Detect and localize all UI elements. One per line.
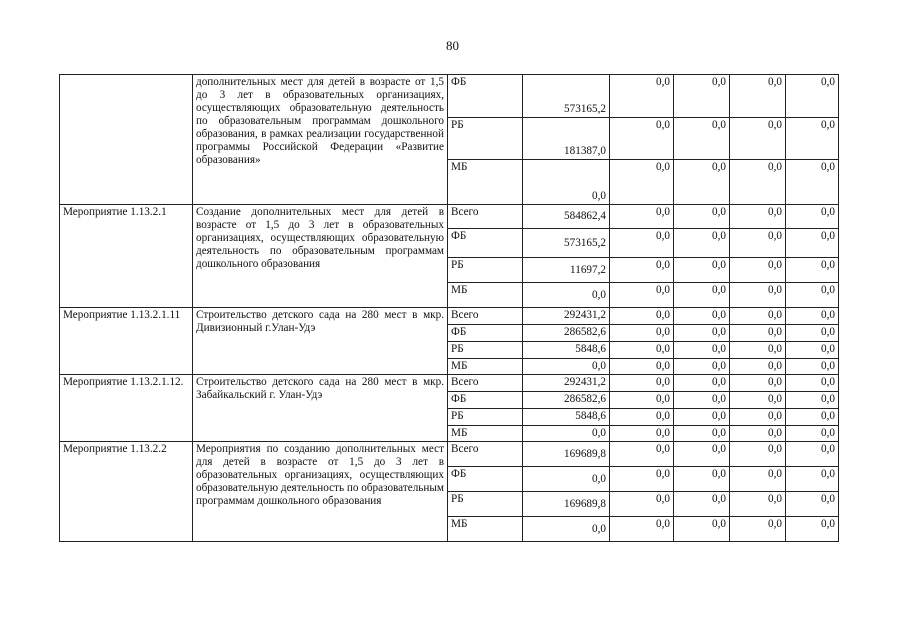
table-row (60, 75, 839, 118)
funding-source-cell: РБ (448, 492, 523, 517)
year-value-cell: 0,0 (674, 442, 730, 467)
year-value-cell: 0,0 (610, 205, 674, 229)
year-value-cell: 0,0 (730, 258, 786, 283)
event-description-cell: Строительство детского сада на 280 мест в мкр. Забайкальский г. Улан-Удэ (193, 375, 448, 442)
year-value-cell: 0,0 (730, 160, 786, 205)
year-value-cell: 0,0 (674, 492, 730, 517)
year-value-cell: 0,0 (786, 342, 839, 359)
amount-cell: 573165,2 (523, 229, 610, 258)
year-value-cell: 0,0 (786, 492, 839, 517)
year-value-cell: 0,0 (674, 258, 730, 283)
year-value-cell: 0,0 (674, 118, 730, 160)
amount-cell: 286582,6 (523, 325, 610, 342)
funding-source-cell: РБ (448, 258, 523, 283)
year-value-cell: 0,0 (674, 325, 730, 342)
year-value-cell: 0,0 (610, 517, 674, 542)
budget-table (59, 74, 839, 542)
year-value-cell: 0,0 (610, 118, 674, 160)
amount-cell: 292431,2 (523, 375, 610, 392)
year-value-cell: 0,0 (610, 283, 674, 308)
funding-source-cell: РБ (448, 342, 523, 359)
year-value-cell: 0,0 (786, 258, 839, 283)
year-value-cell: 0,0 (786, 517, 839, 542)
funding-source-cell: Всего (448, 205, 523, 229)
year-value-cell: 0,0 (610, 442, 674, 467)
amount-cell: 0,0 (523, 467, 610, 492)
year-value-cell: 0,0 (730, 442, 786, 467)
event-description-cell: Строительство детского сада на 280 мест в мкр. Дивизионный г.Улан-Удэ (193, 308, 448, 375)
year-value-cell: 0,0 (610, 342, 674, 359)
year-value-cell: 0,0 (786, 118, 839, 160)
year-value-cell: 0,0 (786, 467, 839, 492)
amount-cell: 181387,0 (523, 118, 610, 160)
year-value-cell: 0,0 (674, 342, 730, 359)
year-value-cell: 0,0 (730, 118, 786, 160)
year-value-cell: 0,0 (674, 160, 730, 205)
year-value-cell: 0,0 (674, 375, 730, 392)
year-value-cell: 0,0 (610, 426, 674, 442)
year-value-cell: 0,0 (610, 359, 674, 375)
year-value-cell: 0,0 (730, 467, 786, 492)
year-value-cell: 0,0 (786, 325, 839, 342)
event-code-cell: Мероприятие 1.13.2.1.12. (60, 375, 193, 442)
year-value-cell: 0,0 (674, 229, 730, 258)
funding-source-cell: МБ (448, 426, 523, 442)
funding-source-cell: МБ (448, 517, 523, 542)
funding-source-cell: ФБ (448, 229, 523, 258)
amount-cell: 5848,6 (523, 409, 610, 426)
year-value-cell: 0,0 (610, 229, 674, 258)
funding-source-cell: РБ (448, 118, 523, 160)
event-code-cell (60, 75, 193, 205)
event-description-cell: дополнительных мест для детей в возрасте от 1,5 до 3 лет в образовательных организациях, осуществляющих образовательную деятельность по образовательным программам дошкольного образования, в рамках реализации государственной программы Российской Федерации «Развитие образования» (193, 75, 448, 205)
year-value-cell: 0,0 (674, 205, 730, 229)
year-value-cell: 0,0 (786, 75, 839, 118)
year-value-cell: 0,0 (786, 160, 839, 205)
year-value-cell: 0,0 (674, 75, 730, 118)
year-value-cell: 0,0 (786, 375, 839, 392)
amount-cell: 169689,8 (523, 442, 610, 467)
year-value-cell: 0,0 (730, 283, 786, 308)
event-description-cell: Мероприятия по созданию дополнительных мест для детей в возрасте от 1,5 до 3 лет в образовательных организациях, осуществляющих образовательную деятельность по образовательным программам дошкольного образования (193, 442, 448, 542)
funding-source-cell: ФБ (448, 75, 523, 118)
year-value-cell: 0,0 (730, 342, 786, 359)
year-value-cell: 0,0 (730, 517, 786, 542)
funding-source-cell: ФБ (448, 325, 523, 342)
year-value-cell: 0,0 (786, 308, 839, 325)
amount-cell: 584862,4 (523, 205, 610, 229)
year-value-cell: 0,0 (610, 467, 674, 492)
funding-source-cell: Всего (448, 442, 523, 467)
year-value-cell: 0,0 (786, 205, 839, 229)
year-value-cell: 0,0 (610, 258, 674, 283)
amount-cell: 286582,6 (523, 392, 610, 409)
year-value-cell: 0,0 (610, 325, 674, 342)
year-value-cell: 0,0 (610, 392, 674, 409)
table-row (60, 308, 839, 325)
year-value-cell: 0,0 (730, 426, 786, 442)
year-value-cell: 0,0 (610, 75, 674, 118)
year-value-cell: 0,0 (730, 375, 786, 392)
year-value-cell: 0,0 (674, 392, 730, 409)
year-value-cell: 0,0 (730, 392, 786, 409)
amount-cell: 11697,2 (523, 258, 610, 283)
event-code-cell: Мероприятие 1.13.2.1.11 (60, 308, 193, 375)
amount-cell: 0,0 (523, 359, 610, 375)
year-value-cell: 0,0 (786, 229, 839, 258)
table-row (60, 205, 839, 229)
year-value-cell: 0,0 (730, 229, 786, 258)
amount-cell: 0,0 (523, 517, 610, 542)
year-value-cell: 0,0 (730, 205, 786, 229)
year-value-cell: 0,0 (674, 409, 730, 426)
year-value-cell: 0,0 (730, 492, 786, 517)
amount-cell: 0,0 (523, 160, 610, 205)
table-row (60, 375, 839, 392)
amount-cell: 0,0 (523, 283, 610, 308)
event-code-cell: Мероприятие 1.13.2.2 (60, 442, 193, 542)
year-value-cell: 0,0 (610, 492, 674, 517)
event-code-cell: Мероприятие 1.13.2.1 (60, 205, 193, 308)
year-value-cell: 0,0 (786, 283, 839, 308)
year-value-cell: 0,0 (730, 359, 786, 375)
year-value-cell: 0,0 (730, 325, 786, 342)
year-value-cell: 0,0 (786, 442, 839, 467)
year-value-cell: 0,0 (786, 426, 839, 442)
year-value-cell: 0,0 (610, 160, 674, 205)
amount-cell: 0,0 (523, 426, 610, 442)
year-value-cell: 0,0 (674, 359, 730, 375)
year-value-cell: 0,0 (610, 375, 674, 392)
funding-source-cell: Всего (448, 308, 523, 325)
funding-source-cell: ФБ (448, 467, 523, 492)
page-number: 80 (446, 38, 459, 53)
year-value-cell: 0,0 (730, 308, 786, 325)
funding-source-cell: ФБ (448, 392, 523, 409)
table-row (60, 442, 839, 467)
year-value-cell: 0,0 (674, 517, 730, 542)
year-value-cell: 0,0 (610, 308, 674, 325)
year-value-cell: 0,0 (610, 409, 674, 426)
funding-source-cell: Всего (448, 375, 523, 392)
year-value-cell: 0,0 (786, 359, 839, 375)
amount-cell: 169689,8 (523, 492, 610, 517)
year-value-cell: 0,0 (730, 75, 786, 118)
amount-cell: 292431,2 (523, 308, 610, 325)
funding-source-cell: МБ (448, 359, 523, 375)
funding-source-cell: МБ (448, 160, 523, 205)
year-value-cell: 0,0 (730, 409, 786, 426)
year-value-cell: 0,0 (674, 467, 730, 492)
amount-cell: 5848,6 (523, 342, 610, 359)
year-value-cell: 0,0 (786, 392, 839, 409)
year-value-cell: 0,0 (786, 409, 839, 426)
amount-cell: 573165,2 (523, 75, 610, 118)
year-value-cell: 0,0 (674, 283, 730, 308)
event-description-cell: Создание дополнительных мест для детей в возрасте от 1,5 до 3 лет в образовательных организациях, осуществляющих образовательную деятельность по образовательным программам дошкольного образования (193, 205, 448, 308)
year-value-cell: 0,0 (674, 426, 730, 442)
funding-source-cell: МБ (448, 283, 523, 308)
funding-source-cell: РБ (448, 409, 523, 426)
year-value-cell: 0,0 (674, 308, 730, 325)
